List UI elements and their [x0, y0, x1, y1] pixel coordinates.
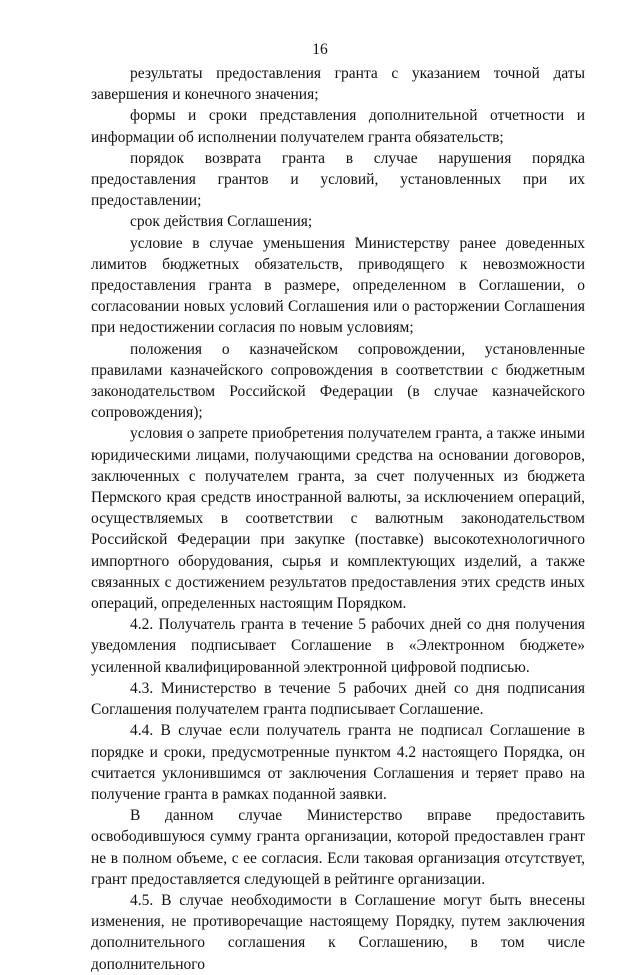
paragraph-currency-ban: условия о запрете приобретения получателем гранта, а также иными юридическими лицами, получающими средства на основании договоров, заключенных с получателем гранта, за счет полученных из бюджета Пермского края средств иностранной валюты, за исключением операций, осуществляемых в соответствии с валютным законодательством Российской Федерации при закупке (поставке) высокотехнологичного импортного оборудования, сырья и комплектующих изделий, а также связанных с достижением результатов предоставления этих средств иных операций, определенных настоящим Порядком. [91, 425, 585, 613]
paragraph-results: результаты предоставления гранта с указанием точной даты завершения и конечного значения; [91, 65, 585, 104]
paragraph-4-2: 4.2. Получатель гранта в течение 5 рабочих дней со дня получения уведомления подписывает Соглашение в «Электронном бюджете» усиленной квалифицированной электронной цифровой подписью. [91, 616, 585, 676]
document-body [91, 63, 585, 975]
paragraph-4-5: 4.5. В случае необходимости в Соглашение могут быть внесены изменения, не противоречащие настоящему Порядку, путем заключения дополнительного соглашения к Соглашению, в том числе дополнительного [91, 891, 585, 973]
page-number: 16 [312, 41, 328, 58]
paragraph-4-4-cont: В данном случае Министерство вправе предоставить освободившуюся сумму гранта организации, которой предоставлен грант не в полном объеме, с ее согласия. Если таковая организация отсутствует, грант предоставляется следующей в рейтинге организации. [91, 807, 585, 888]
paragraph-term: срок действия Соглашения; [130, 213, 313, 231]
paragraph-4-3: 4.3. Министерство в течение 5 рабочих дней со дня подписания Соглашения получателем гранта подписывает Соглашение. [91, 679, 585, 719]
paragraph-return-order: порядок возврата гранта в случае нарушения порядка предоставления грантов и условий, установленных при их предоставлении; [91, 149, 585, 210]
paragraph-reporting: формы и сроки представления дополнительной отчетности и информации об исполнении получателем гранта обязательств; [91, 107, 585, 146]
paragraph-4-4: 4.4. В случае если получатель гранта не подписал Соглашение в порядке и сроки, предусмотренные пунктом 4.2 настоящего Порядка, он считается уклонившимся от заключения Соглашения и теряет право на получение гранта в рамках поданной заявки. [91, 722, 585, 803]
paragraph-limits-reduction: условие в случае уменьшения Министерству ранее доведенных лимитов бюджетных обязательств, приводящего к невозможности предоставления гранта в размере, определенном в Соглашении, о согласовании новых условий Соглашения или о расторжении Соглашения при недостижении согласия по новым условиям; [91, 234, 585, 337]
paragraph-treasury-support: положения о казначейском сопровождении, установленные правилами казначейского сопровождения в соответствии с бюджетным законодательством Российской Федерации (в случае казначейского сопровождения); [91, 340, 585, 422]
